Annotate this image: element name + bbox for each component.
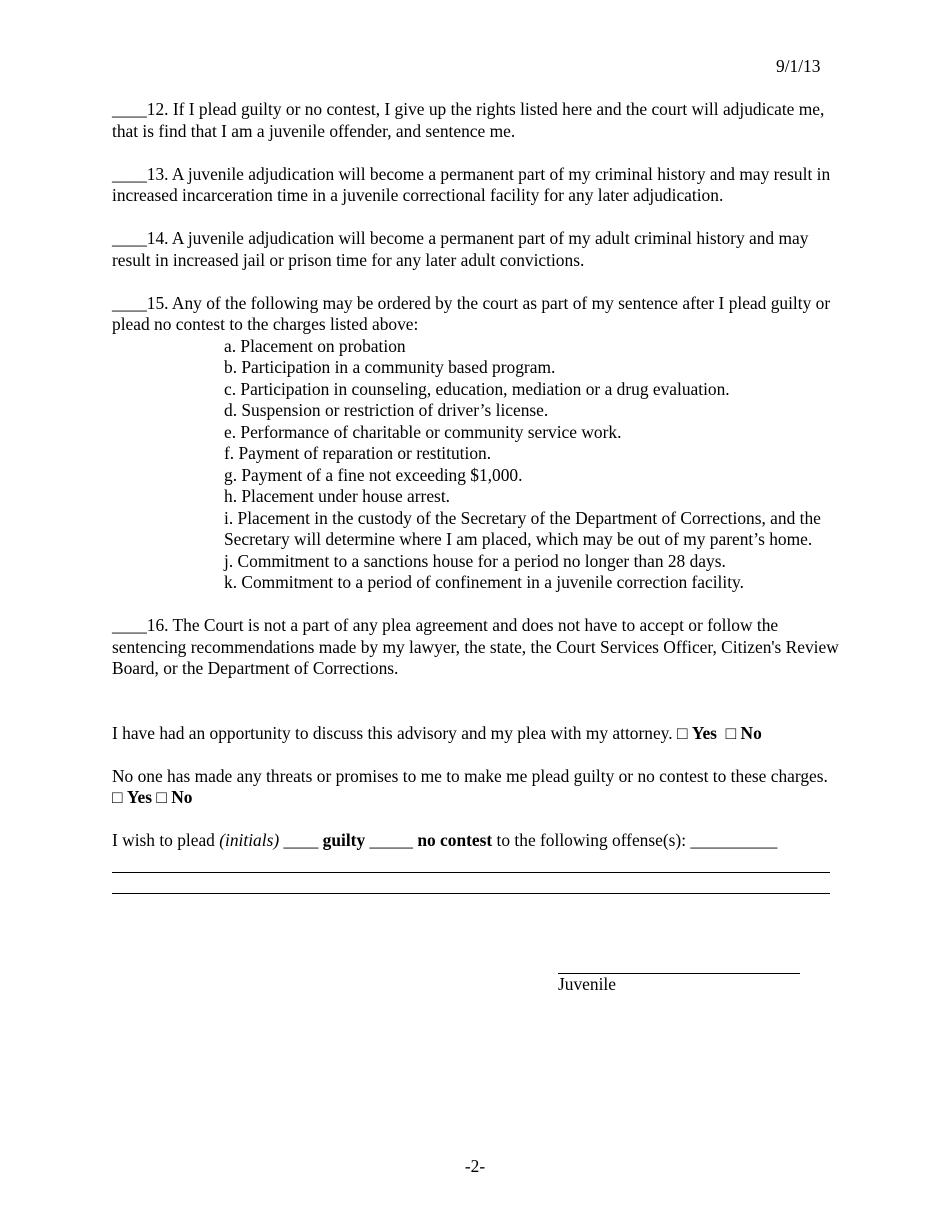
plea-prefix: I wish to plead [112, 830, 220, 850]
list-item: h. Placement under house arrest. [224, 486, 451, 506]
item-text: 16. The Court is not a part of any plea agreement and does not have to accept or follow the sentencing recommendations made by my lawyer, the state, the Court Services Officer, Citizen's Review Board, or the Department of Corrections. [112, 615, 839, 678]
item-text: 13. A juvenile adjudication will become a permanent part of my criminal history and may result in increased incarceration time in a juvenile correctional facility for any later adjudication. [112, 163, 831, 205]
page-number: -2- [464, 1156, 486, 1176]
page-date: 9/1/13 [776, 56, 821, 76]
initial-blank: ____ [112, 99, 147, 119]
list-item: e. Performance of charitable or community service work. [224, 421, 622, 442]
offense-field[interactable]: to the following offense(s): __________ [492, 830, 778, 850]
list-item: d. Suspension or restriction of driver’s license. [224, 400, 549, 420]
list-item: c. Participation in counseling, education, mediation or a drug evaluation. [224, 378, 730, 399]
signature-block [558, 953, 800, 996]
list-item: k. Commitment to a period of confinement in a juvenile correction facility. [224, 572, 744, 592]
list-item: i. Placement in the custody of the Secretary of the Department of Corrections, and the Secretary will determine where I am placed, which may be out of my parent’s home. [224, 507, 821, 549]
yes-checkbox[interactable]: □ [676, 722, 688, 743]
no-label: No [740, 722, 762, 743]
initial-blank: ____ [112, 615, 147, 635]
item-text: 15. Any of the following may be ordered by the court as part of my sentence after I plead guilty or plead no contest to the charges listed above: [112, 292, 831, 334]
document-body [112, 99, 842, 894]
question-text: I have had an opportunity to discuss this advisory and my plea with my attorney. [112, 722, 677, 743]
item-13 [112, 164, 842, 207]
item-text: 12. If I plead guilty or no contest, I give up the rights listed here and the court will adjudicate me, that is find that I am a juvenile offender, and sentence me. [112, 99, 825, 141]
list-item: b. Participation in a community based program. [224, 357, 556, 377]
yes-label: Yes [691, 722, 717, 743]
signature-line[interactable] [558, 953, 800, 974]
no-contest-label: no contest [417, 830, 493, 850]
item-15 [112, 293, 842, 336]
question-text: No one has made any threats or promises to me to make me plead guilty or no contest to these charges. [112, 765, 828, 786]
no-label: No [171, 787, 193, 807]
advisory-question [112, 723, 842, 745]
item-16 [112, 615, 842, 680]
list-item: a. Placement on probation [224, 335, 406, 356]
yes-checkbox[interactable]: □ [112, 787, 123, 807]
threats-question [112, 766, 842, 809]
no-checkbox[interactable]: □ [156, 787, 167, 807]
no-contest-initial-blank[interactable]: _____ [365, 830, 418, 850]
list-item: j. Commitment to a sanctions house for a period no longer than 28 days. [224, 550, 726, 571]
initial-blank: ____ [112, 292, 147, 313]
offense-line-1[interactable] [112, 852, 830, 873]
no-checkbox[interactable]: □ [725, 722, 737, 743]
yes-label: Yes [126, 787, 152, 807]
signature-label: Juvenile [558, 974, 616, 994]
initials-label: (initials) [219, 830, 280, 850]
offense-line-2[interactable] [112, 873, 830, 894]
list-item: f. Payment of reparation or restitution. [224, 443, 492, 463]
guilty-initial-blank[interactable]: ____ [279, 830, 323, 850]
guilty-label: guilty [322, 830, 366, 850]
initial-blank: ____ [112, 163, 147, 184]
list-item: g. Payment of a fine not exceeding $1,000. [224, 464, 523, 485]
initial-blank: ____ [112, 228, 147, 248]
item-14 [112, 228, 842, 271]
plea-line [112, 830, 842, 852]
item-text: 14. A juvenile adjudication will become a permanent part of my adult criminal history and may result in increased jail or prison time for any later adult convictions. [112, 228, 809, 270]
item-12 [112, 99, 842, 142]
sentence-options-list [224, 336, 842, 594]
